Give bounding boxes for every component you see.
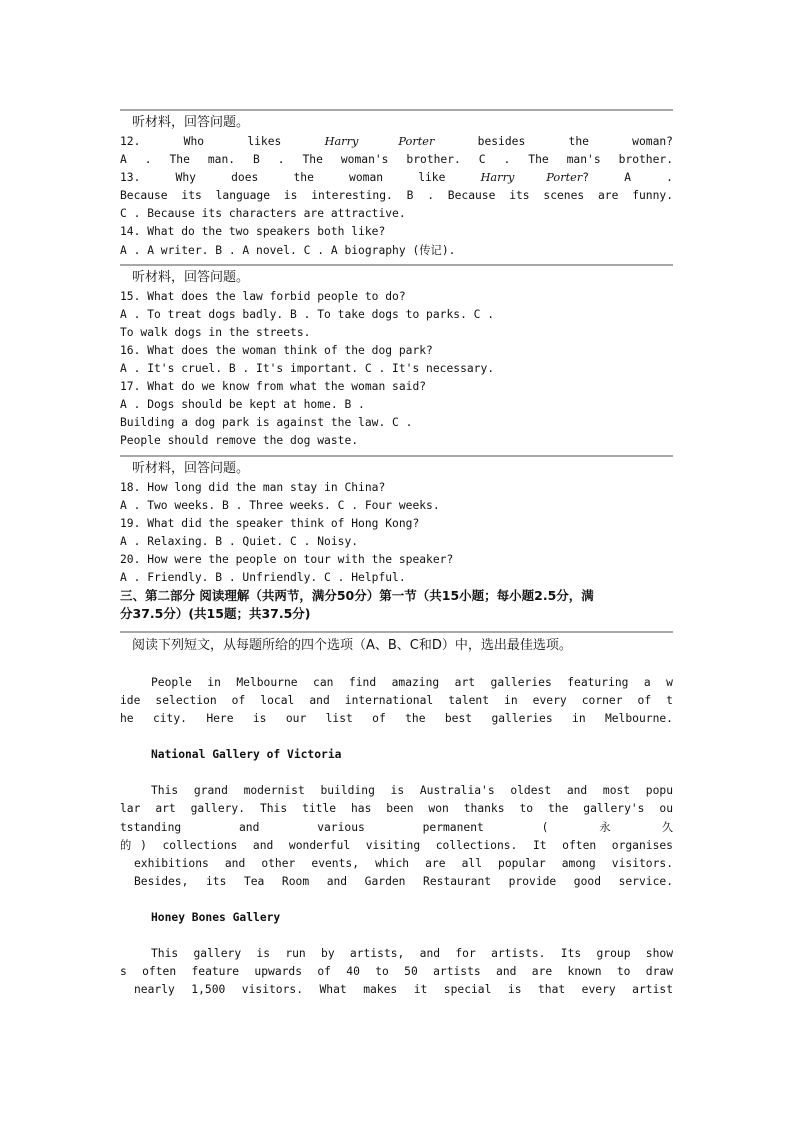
gallery-title: Honey Bones Gallery bbox=[151, 910, 281, 924]
intro-paragraph: People in Melbourne can find amazing art galleries featuring a w ide selection of local and international talent in every corner of t he city. Here is our list of the best galleries in Melbourne. bbox=[120, 676, 673, 726]
question-line: 20. How were the people on tour with the speaker? bbox=[120, 552, 454, 566]
options-line: Building a dog park is against the law. C . bbox=[120, 416, 413, 430]
options-line: A . It's cruel. B . It's important. C . It's necessary. bbox=[120, 362, 495, 376]
options-line: Because its language is interesting. B . Because its scenes are funny. bbox=[120, 189, 673, 203]
options-line: A . Relaxing. B . Quiet. C . Noisy. bbox=[120, 534, 359, 548]
question-line: 13. Why does the woman like Harry Porter? A . bbox=[120, 171, 673, 185]
section-divider bbox=[120, 631, 673, 633]
options-line: People should remove the dog waste. bbox=[120, 434, 359, 448]
reading-instruction: 阅读下列短文，从每题所给的四个选项（A、B、C和D）中，选出最佳选项。 bbox=[132, 638, 572, 654]
options-line: A . The man. B . The woman's brother. C . The man's brother. bbox=[120, 153, 673, 167]
options-line: A . Two weeks. B . Three weeks. C . Four weeks. bbox=[120, 498, 440, 512]
question-line: 19. What did the speaker think of Hong Kong? bbox=[120, 516, 420, 530]
listening-instruction: 听材料，回答问题。 bbox=[132, 460, 250, 476]
options-line: A . Dogs should be kept at home. B . bbox=[120, 398, 365, 412]
question-line: 17. What do we know from what the woman said? bbox=[120, 380, 427, 394]
listening-instruction: 听材料，回答问题。 bbox=[132, 115, 250, 130]
question-line: 15. What does the law forbid people to do? bbox=[120, 289, 406, 303]
options-line: To walk dogs in the streets. bbox=[120, 325, 311, 339]
document-page bbox=[120, 109, 673, 999]
book-title: Harry Porter bbox=[324, 135, 435, 148]
listening-instruction: 听材料，回答问题。 bbox=[132, 269, 250, 285]
section-heading-cont: 分37.5分）(共15题；共37.5分) bbox=[120, 606, 311, 622]
section-divider bbox=[120, 109, 673, 111]
gallery-paragraph: This grand modernist building is Australia's oldest and most popu lar art gallery. This title has been won thanks to the gallery's ou tstanding and various permanent (永久 的) collections and wonderful visiting collections. It often organises exhibitions and other events, which are all popular among visitors. Besides, its Tea Room and Garden Restaurant provide good service. bbox=[120, 784, 673, 888]
section-divider bbox=[120, 455, 673, 457]
question-line: 14. What do the two speakers both like? bbox=[120, 225, 386, 239]
section-heading: 三、第二部分 阅读理解（共两节，满分50分）第一节（共15小题；每小题2.5分，满 bbox=[120, 588, 594, 604]
options-line: C . Because its characters are attractive. bbox=[120, 207, 406, 221]
gallery-paragraph: This gallery is run by artists, and for artists. Its group show s often feature upwards of 40 to 50 artists and are known to draw nearly 1,500 visitors. What makes it special is that every artist bbox=[120, 946, 673, 997]
options-line: A . A writer. B . A novel. C . A biography (传记). bbox=[120, 243, 456, 257]
question-line: 18. How long did the man stay in China? bbox=[120, 480, 386, 494]
options-line: A . To treat dogs badly. B . To take dogs to parks. C . bbox=[120, 307, 495, 321]
book-title: Harry Porter bbox=[480, 171, 583, 185]
section-divider bbox=[120, 264, 673, 266]
question-line: 16. What does the woman think of the dog park? bbox=[120, 343, 433, 357]
question-line: 12. Who likes Harry Porter besides the woman? bbox=[120, 135, 673, 148]
options-line: A . Friendly. B . Unfriendly. C . Helpful. bbox=[120, 570, 406, 584]
gallery-title: National Gallery of Victoria bbox=[151, 748, 342, 762]
